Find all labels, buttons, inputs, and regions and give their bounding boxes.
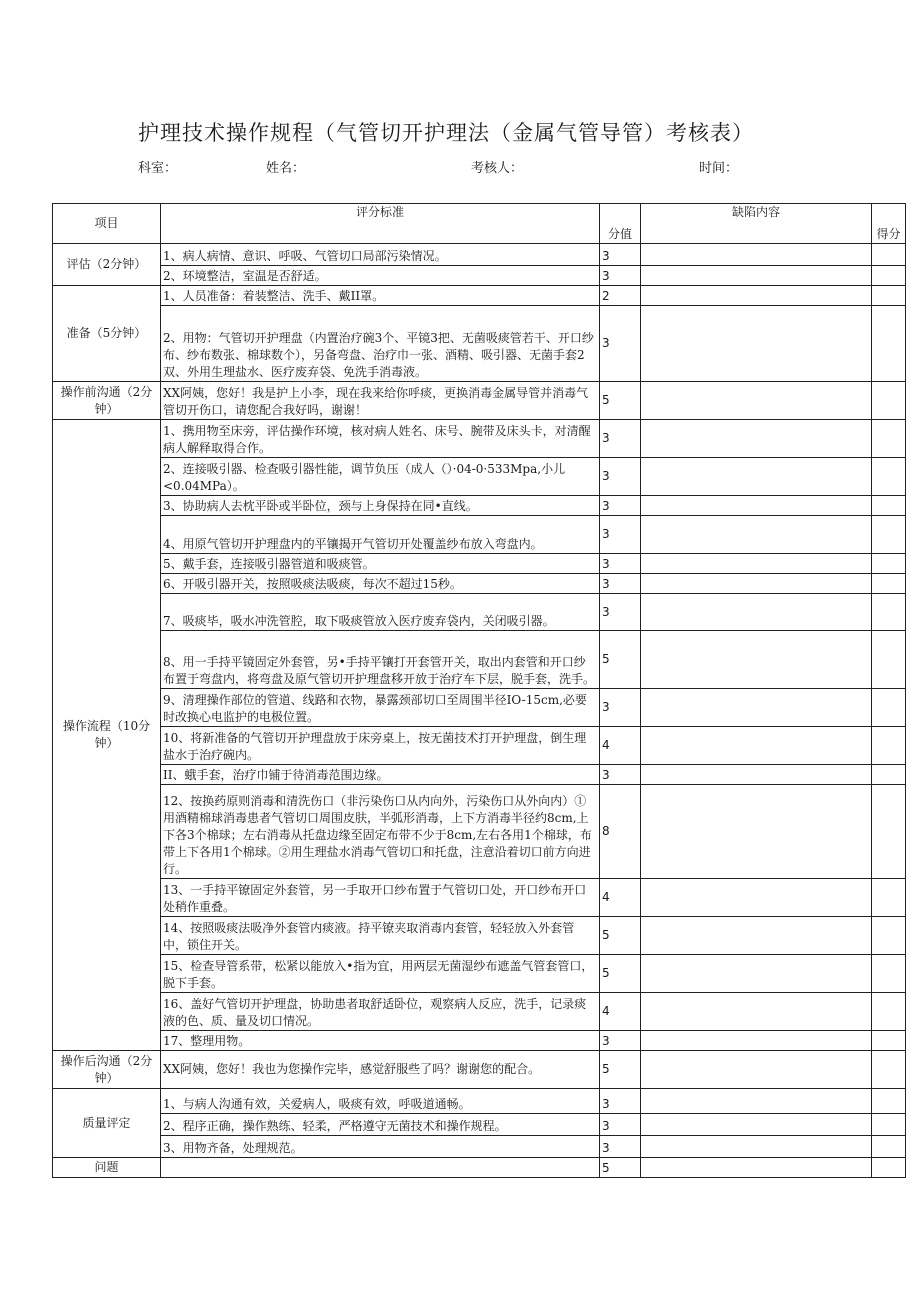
table-row xyxy=(53,594,906,631)
criteria-cell: 7、吸痰毕，吸水冲洗管腔，取下吸痰管放入医疗废弃袋内，关闭吸引器。 xyxy=(161,594,600,631)
criteria-cell: 13、一手持平镣固定外套管，另一手取开口纱布置于气管切口处，开口纱布开口处稍作重叠。 xyxy=(161,879,600,917)
result-cell[interactable] xyxy=(872,244,906,266)
criteria-cell: XX阿姨，您好！我是护上小李，现在我来给你呼痰，更换消毒金属导管并消毒气管切开伤口，请您配合我好吗，谢谢！ xyxy=(161,382,600,420)
score-cell: 3 xyxy=(600,554,641,574)
score-cell: 2 xyxy=(600,286,641,306)
defect-cell[interactable] xyxy=(641,917,872,955)
criteria-cell: 10、将新准备的气管切开护理盘放于床旁桌上，按无菌技术打开护理盘，倒生理盐水于治疗碗内。 xyxy=(161,727,600,765)
criteria-cell: 14、按照吸痰法吸净外套管内痰液。持平镣夹取消毒内套管，轻轻放入外套管中，锁住开关。 xyxy=(161,917,600,955)
dept-label: 科室： xyxy=(138,161,178,176)
criteria-cell: 1、与病人沟通有效，关爱病人，吸痰有效，呼吸道通畅。 xyxy=(161,1089,600,1114)
score-cell: 3 xyxy=(600,496,641,516)
criteria-cell: II、蛾手套，治疗巾铺于待消毒范围边缘。 xyxy=(161,765,600,785)
result-cell[interactable] xyxy=(872,1136,906,1158)
score-cell: 3 xyxy=(600,594,641,631)
defect-cell[interactable] xyxy=(641,785,872,879)
score-cell: 3 xyxy=(600,1031,641,1051)
score-cell: 3 xyxy=(600,765,641,785)
header-score: 分值 xyxy=(600,204,641,244)
score-cell: 5 xyxy=(600,917,641,955)
score-cell: 3 xyxy=(600,458,641,496)
table-row xyxy=(53,727,906,765)
defect-cell[interactable] xyxy=(641,765,872,785)
item-preparation: 准备（5分钟） xyxy=(53,286,161,382)
table-row xyxy=(53,1031,906,1051)
result-cell[interactable] xyxy=(872,266,906,286)
score-cell: 4 xyxy=(600,879,641,917)
result-cell[interactable] xyxy=(872,382,906,420)
result-cell[interactable] xyxy=(872,1089,906,1114)
score-cell: 3 xyxy=(600,244,641,266)
criteria-cell: 15、检查导管系带，松紧以能放入•指为宜，用两层无菌湿纱布遮盖气管套管口，脱下手套。 xyxy=(161,955,600,993)
defect-cell[interactable] xyxy=(641,1051,872,1089)
defect-cell[interactable] xyxy=(641,955,872,993)
result-cell[interactable] xyxy=(872,286,906,306)
defect-cell[interactable] xyxy=(641,993,872,1031)
header-item: 项目 xyxy=(53,204,161,244)
result-cell[interactable] xyxy=(872,993,906,1031)
criteria-cell: 2、用物：气管切开护理盘（内置治疗碗3个、平镜3把、无菌吸痰管若干、开口纱布、纱布数张、棉球数个），另备弯盘、治疗巾一张、酒精、吸引器、无菌手套2双、外用生理盐水、医疗废弃袋、免洗手消毒液。 xyxy=(161,306,600,382)
criteria-cell: 16、盖好气管切开护理盘，协助患者取舒适卧位，观察病人反应，洗手，记录痰液的色、质、量及切口情况。 xyxy=(161,993,600,1031)
examiner-label: 考核人： xyxy=(471,161,524,176)
result-cell[interactable] xyxy=(872,306,906,382)
defect-cell[interactable] xyxy=(641,1158,872,1178)
score-cell: 5 xyxy=(600,955,641,993)
criteria-cell: 12、按换药原则消毒和清洗伤口（非污染伤口从内向外，污染伤口从外向内）①用酒精棉球消毒患者气管切口周围皮肤，半弧形消毒，上下方消毒半径约8cm,上下各3个棉球；左右消毒从托盘边缘至固定布带不少于8cm,左右各用1个棉球，布带上下各用1个棉球。②用生理盐水消毒气管切口和托盘，注意沿着切口前方向进行。 xyxy=(161,785,600,879)
score-cell: 5 xyxy=(600,382,641,420)
criteria-cell: 5、戴手套，连接吸引器管道和吸痰管。 xyxy=(161,554,600,574)
item-assessment: 评估（2分钟） xyxy=(53,244,161,286)
table-row xyxy=(53,993,906,1031)
item-quality: 质量评定 xyxy=(53,1089,161,1158)
score-cell: 3 xyxy=(600,516,641,554)
table-row xyxy=(53,496,906,516)
defect-cell[interactable] xyxy=(641,879,872,917)
header-criteria: 评分标准 xyxy=(161,204,600,244)
criteria-cell: 1、人员准备：着装整洁、洗手、戴II罩。 xyxy=(161,286,600,306)
defect-cell[interactable] xyxy=(641,286,872,306)
defect-cell[interactable] xyxy=(641,1089,872,1114)
criteria-cell: 3、用物齐备，处理规范。 xyxy=(161,1136,600,1158)
table-row xyxy=(53,286,906,306)
defect-cell[interactable] xyxy=(641,306,872,382)
defect-cell[interactable] xyxy=(641,574,872,594)
defect-cell[interactable] xyxy=(641,496,872,516)
defect-cell[interactable] xyxy=(641,727,872,765)
result-cell[interactable] xyxy=(872,879,906,917)
defect-cell[interactable] xyxy=(641,516,872,554)
table-row xyxy=(53,306,906,382)
item-post-communication: 操作后沟通（2分钟） xyxy=(53,1051,161,1089)
table-row xyxy=(53,1158,906,1178)
result-cell[interactable] xyxy=(872,785,906,879)
score-cell: 5 xyxy=(600,1158,641,1178)
table-row xyxy=(53,420,906,458)
table-row xyxy=(53,879,906,917)
result-cell[interactable] xyxy=(872,554,906,574)
criteria-cell: 1、携用物至床旁，评估操作环境，核对病人姓名、床号、腕带及床头卡，对清醒病人解释取得合作。 xyxy=(161,420,600,458)
criteria-cell: 4、用原气管切开护理盘内的平镶揭开气管切开处覆盖纱布放入弯盘内。 xyxy=(161,516,600,554)
item-questions: 问题 xyxy=(53,1158,161,1178)
table-row xyxy=(53,244,906,266)
criteria-cell: 8、用一手持平镜固定外套管，另•手持平镶打开套管开关，取出内套管和开口纱布置于弯盘内，将弯盘及原气管切开护理盘移开放于治疗车下层，脱手套，洗手。 xyxy=(161,631,600,689)
assessment-table xyxy=(52,203,906,1178)
result-cell[interactable] xyxy=(872,1158,906,1178)
result-cell[interactable] xyxy=(872,631,906,689)
result-cell[interactable] xyxy=(872,496,906,516)
criteria-cell: 6、开吸引器开关，按照吸痰法吸痰，每次不超过15秒。 xyxy=(161,574,600,594)
header-row xyxy=(53,204,906,244)
criteria-cell: 1、病人病情、意识、呼吸、气管切口局部污染情况。 xyxy=(161,244,600,266)
result-cell[interactable] xyxy=(872,1051,906,1089)
criteria-cell[interactable] xyxy=(161,1158,600,1178)
table-row xyxy=(53,689,906,727)
criteria-cell: 2、环境整洁，室温是否舒适。 xyxy=(161,266,600,286)
header-defect: 缺陷内容 xyxy=(641,204,872,244)
defect-cell[interactable] xyxy=(641,631,872,689)
score-cell: 3 xyxy=(600,689,641,727)
defect-cell[interactable] xyxy=(641,244,872,266)
score-cell: 5 xyxy=(600,631,641,689)
item-pre-communication: 操作前沟通（2分钟） xyxy=(53,382,161,420)
score-cell: 4 xyxy=(600,727,641,765)
result-cell[interactable] xyxy=(872,727,906,765)
table-row xyxy=(53,765,906,785)
table-row xyxy=(53,554,906,574)
defect-cell[interactable] xyxy=(641,554,872,574)
criteria-cell: 17、整理用物。 xyxy=(161,1031,600,1051)
result-cell[interactable] xyxy=(872,516,906,554)
time-label: 时间： xyxy=(699,161,739,176)
defect-cell[interactable] xyxy=(641,420,872,458)
score-cell: 5 xyxy=(600,1051,641,1089)
score-cell: 4 xyxy=(600,993,641,1031)
result-cell[interactable] xyxy=(872,689,906,727)
result-cell[interactable] xyxy=(872,917,906,955)
result-cell[interactable] xyxy=(872,594,906,631)
result-cell[interactable] xyxy=(872,1031,906,1051)
table-row xyxy=(53,1136,906,1158)
header-result: 得分 xyxy=(872,204,906,244)
score-cell: 3 xyxy=(600,1089,641,1114)
defect-cell[interactable] xyxy=(641,266,872,286)
item-procedure: 操作流程（10分钟） xyxy=(53,420,161,1051)
defect-cell[interactable] xyxy=(641,1136,872,1158)
score-cell: 3 xyxy=(600,306,641,382)
defect-cell[interactable] xyxy=(641,382,872,420)
result-cell[interactable] xyxy=(872,765,906,785)
score-cell: 3 xyxy=(600,1136,641,1158)
table-row xyxy=(53,1114,906,1136)
defect-cell[interactable] xyxy=(641,594,872,631)
criteria-cell: XX阿姨，您好！我也为您操作完毕，感觉舒服些了吗？谢谢您的配合。 xyxy=(161,1051,600,1089)
criteria-cell: 2、程序正确，操作熟练、轻柔，严格遵守无菌技术和操作规程。 xyxy=(161,1114,600,1136)
result-cell[interactable] xyxy=(872,574,906,594)
score-cell: 3 xyxy=(600,266,641,286)
page-title: 护理技术操作规程（气管切开护理法（金属气管导管）考核表） xyxy=(138,121,754,145)
criteria-cell: 2、连接吸引器、检查吸引器性能，调节负压（成人（）·04-0·533Mpa,小儿<0.04MPa）。 xyxy=(161,458,600,496)
defect-cell[interactable] xyxy=(641,689,872,727)
score-cell: 3 xyxy=(600,1114,641,1136)
table-row xyxy=(53,1051,906,1089)
result-cell[interactable] xyxy=(872,955,906,993)
result-cell[interactable] xyxy=(872,1114,906,1136)
result-cell[interactable] xyxy=(872,458,906,496)
table-row xyxy=(53,917,906,955)
defect-cell[interactable] xyxy=(641,458,872,496)
table-row xyxy=(53,266,906,286)
score-cell: 3 xyxy=(600,420,641,458)
score-cell: 3 xyxy=(600,574,641,594)
criteria-cell: 3、协助病人去枕平卧或半卧位，颈与上身保持在同•直线。 xyxy=(161,496,600,516)
score-cell: 8 xyxy=(600,785,641,879)
criteria-cell: 9、清理操作部位的管道、线路和衣物，暴露颈部切口至周围半径IO-15cm,必要时改换心电监护的电极位置。 xyxy=(161,689,600,727)
table-row xyxy=(53,631,906,689)
defect-cell[interactable] xyxy=(641,1114,872,1136)
result-cell[interactable] xyxy=(872,420,906,458)
table-row xyxy=(53,458,906,496)
table-row xyxy=(53,785,906,879)
table-row xyxy=(53,516,906,554)
table-row xyxy=(53,574,906,594)
defect-cell[interactable] xyxy=(641,1031,872,1051)
table-row xyxy=(53,955,906,993)
name-label: 姓名： xyxy=(266,161,306,176)
table-row xyxy=(53,1089,906,1114)
table-row xyxy=(53,382,906,420)
